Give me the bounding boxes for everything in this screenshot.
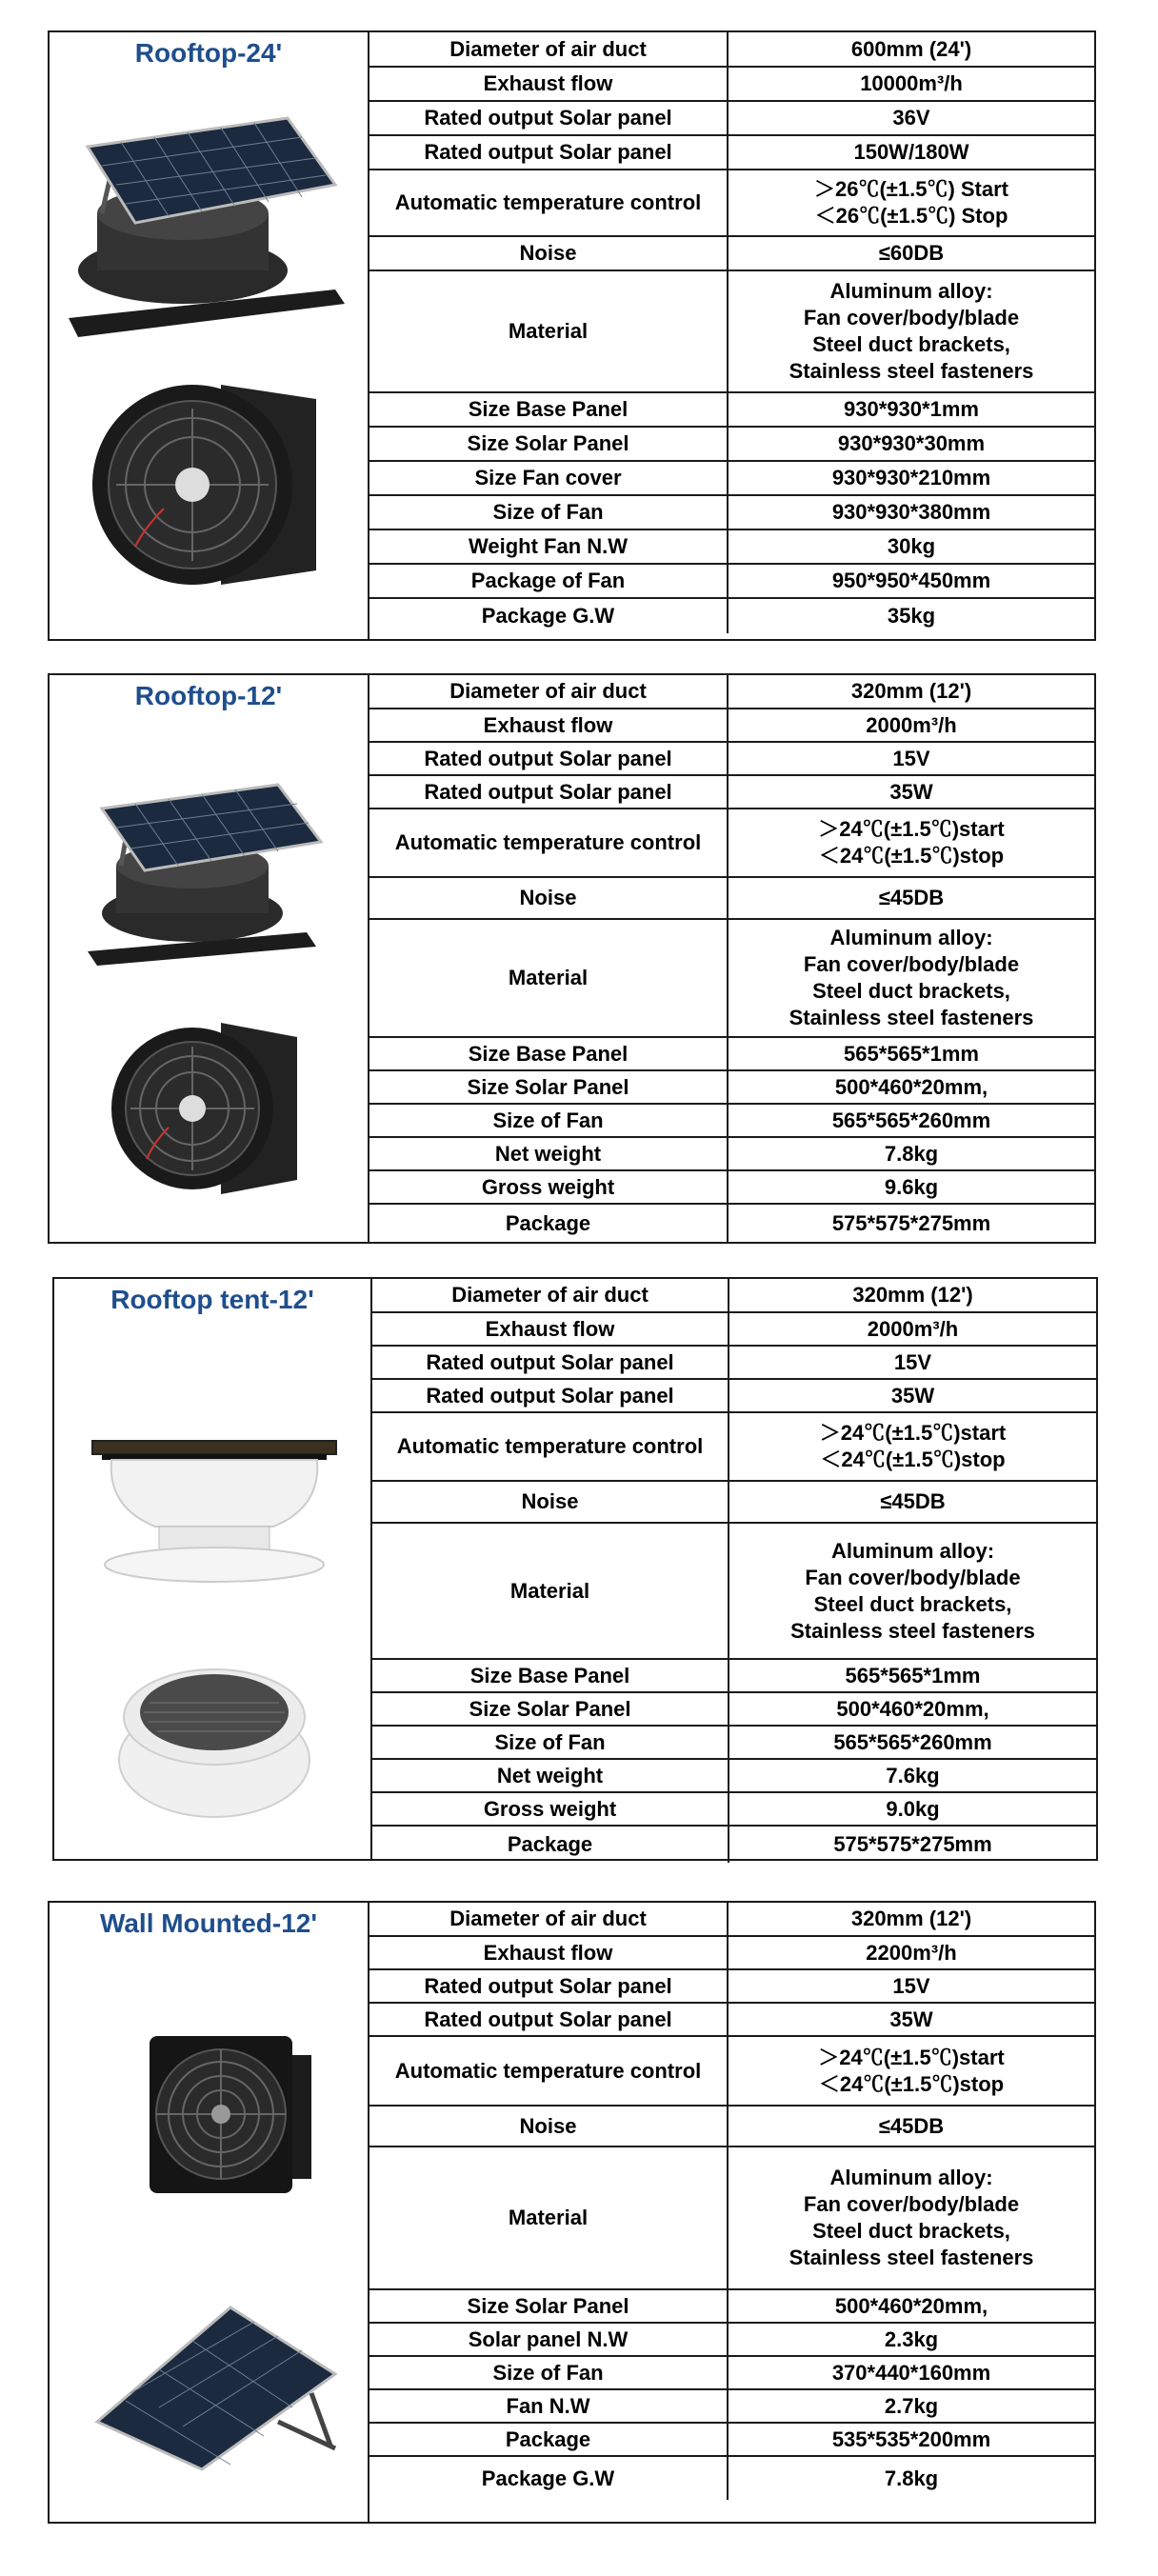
spec-value: Aluminum alloy: Fan cover/body/blade Steel duct brackets, Stainless steel fasteners [728, 919, 1094, 1037]
spec-value: 535*535*200mm [728, 2423, 1094, 2456]
spec-label: Exhaust flow [369, 709, 728, 742]
spec-value: 320mm (12') [729, 1279, 1096, 1312]
table-row [369, 2356, 1094, 2389]
spec-label: Fan N.W [369, 2389, 728, 2423]
spec-label: Material [372, 1523, 729, 1659]
spec-label: Rated output Solar panel [369, 135, 728, 170]
spec-value: 565*565*1mm [729, 1659, 1096, 1692]
table-row [369, 775, 1094, 809]
table-row [369, 1903, 1094, 1936]
table-row [369, 919, 1094, 1037]
wall-mounted-fan-image [135, 2027, 326, 2207]
solar-panel-on-stand-image [88, 2288, 345, 2479]
table-row [369, 675, 1094, 709]
table-row [372, 1481, 1096, 1523]
spec-value: 565*565*260mm [728, 1104, 1094, 1137]
spec-value: Aluminum alloy: Fan cover/body/blade Steel duct brackets, Stainless steel fasteners [728, 2147, 1094, 2289]
rooftop-fan-with-solar-panel-image [59, 99, 360, 347]
spec-value: 500*460*20mm, [728, 1070, 1094, 1104]
spec-value: 950*950*450mm [728, 564, 1094, 598]
spec-label: Rated output Solar panel [369, 2003, 728, 2036]
table-row [369, 1070, 1094, 1104]
table-row [369, 2389, 1094, 2423]
table-row [369, 2106, 1094, 2147]
white-fan-top-view-image [111, 1655, 317, 1822]
spec-label: Size of Fan [369, 495, 728, 529]
table-row [369, 427, 1094, 461]
spec-block-wall-mounted-12 [48, 1901, 1096, 2524]
spec-value: 565*565*1mm [728, 1037, 1094, 1070]
table-row [369, 236, 1094, 270]
table-row [372, 1792, 1096, 1826]
spec-label: Solar panel N.W [369, 2323, 728, 2356]
table-row [369, 2036, 1094, 2106]
spec-value: 565*565*260mm [729, 1726, 1096, 1759]
spec-value: ≤60DB [728, 236, 1094, 270]
spec-value: ＞24℃(±1.5℃)start ＜24℃(±1.5℃)stop [729, 1412, 1096, 1481]
spec-label: Rated output Solar panel [372, 1379, 729, 1412]
spec-value: 9.6kg [728, 1170, 1094, 1204]
spec-label: Material [369, 919, 728, 1037]
spec-label: Package [369, 1204, 728, 1242]
table-row [372, 1412, 1096, 1481]
table-row [369, 809, 1094, 877]
spec-label: Package [369, 2423, 728, 2456]
spec-value: 36V [728, 101, 1094, 135]
spec-label: Automatic temperature control [369, 2036, 728, 2106]
spec-value: 30kg [728, 529, 1094, 564]
spec-value: 9.0kg [729, 1792, 1096, 1826]
table-row [369, 1936, 1094, 1969]
spec-label: Package G.W [369, 2456, 728, 2500]
spec-label: Rated output Solar panel [372, 1346, 729, 1379]
spec-value: 930*930*210mm [728, 461, 1094, 495]
table-row [372, 1659, 1096, 1692]
table-row [369, 135, 1094, 170]
spec-label: Net weight [372, 1759, 729, 1792]
spec-value: 575*575*275mm [729, 1826, 1096, 1863]
spec-value: 35W [728, 775, 1094, 809]
model-title: Wall Mounted-12' [99, 1908, 318, 1938]
spec-value: 15V [728, 742, 1094, 775]
table-row [372, 1726, 1096, 1759]
spec-label: Diameter of air duct [369, 1903, 728, 1936]
table-row [372, 1279, 1096, 1312]
spec-label: Package of Fan [369, 564, 728, 598]
table-row [369, 709, 1094, 742]
table-row [369, 2289, 1094, 2323]
spec-value: 7.8kg [728, 1137, 1094, 1170]
spec-label: Package G.W [369, 598, 728, 633]
table-row [369, 67, 1094, 101]
model-title: Rooftop-24' [134, 38, 283, 68]
spec-label: Size Base Panel [369, 392, 728, 427]
spec-label: Automatic temperature control [369, 170, 728, 236]
table-row [369, 2147, 1094, 2289]
model-title: Rooftop-12' [134, 681, 283, 710]
spec-value: ≤45DB [729, 1481, 1096, 1523]
spec-label: Noise [369, 236, 728, 270]
table-row [372, 1312, 1096, 1346]
table-row [369, 1204, 1094, 1242]
spec-label: Rated output Solar panel [369, 101, 728, 135]
spec-label: Weight Fan N.W [369, 529, 728, 564]
spec-label: Diameter of air duct [369, 675, 728, 709]
spec-value: 500*460*20mm, [728, 2289, 1094, 2323]
spec-value: 575*575*275mm [728, 1204, 1094, 1242]
table-row [369, 2003, 1094, 2036]
spec-label: Rated output Solar panel [369, 1969, 728, 2003]
model-title: Rooftop tent-12' [110, 1285, 314, 1314]
spec-table [372, 1279, 1096, 1863]
spec-value: 35kg [728, 598, 1094, 633]
table-row [369, 170, 1094, 236]
spec-value: 7.8kg [728, 2456, 1094, 2500]
spec-label: Rated output Solar panel [369, 775, 728, 809]
table-row [369, 742, 1094, 775]
spec-value: Aluminum alloy: Fan cover/body/blade Steel duct brackets, Stainless steel fasteners [728, 270, 1094, 392]
table-row [372, 1826, 1096, 1863]
table-row [369, 495, 1094, 529]
spec-block-rooftop-24 [48, 30, 1096, 641]
rooftop-fan-with-solar-panel-image [78, 770, 341, 980]
spec-label: Package [372, 1826, 729, 1863]
spec-label: Diameter of air duct [369, 32, 728, 67]
spec-label: Net weight [369, 1137, 728, 1170]
spec-value: 930*930*1mm [728, 392, 1094, 427]
spec-block-rooftop-12 [48, 673, 1096, 1244]
spec-table [369, 32, 1094, 633]
spec-label: Size Base Panel [372, 1659, 729, 1692]
spec-label: Material [369, 270, 728, 392]
table-row [369, 1037, 1094, 1070]
spec-label: Exhaust flow [369, 67, 728, 101]
spec-label: Exhaust flow [369, 1936, 728, 1969]
spec-label: Gross weight [369, 1170, 728, 1204]
table-row [372, 1523, 1096, 1659]
table-row [369, 270, 1094, 392]
spec-value: ＞26℃(±1.5℃) Start ＜26℃(±1.5℃) Stop [728, 170, 1094, 236]
table-row [372, 1379, 1096, 1412]
spec-table [369, 675, 1094, 1242]
table-row [369, 461, 1094, 495]
spec-label: Size of Fan [369, 2356, 728, 2389]
spec-value: 35W [728, 2003, 1094, 2036]
spec-value: 2.7kg [728, 2389, 1094, 2423]
spec-value: 35W [729, 1379, 1096, 1412]
spec-label: Size Solar Panel [372, 1692, 729, 1726]
table-row [369, 32, 1094, 67]
table-row [369, 1969, 1094, 2003]
table-row [369, 598, 1094, 633]
table-row [372, 1759, 1096, 1792]
spec-value: 320mm (12') [728, 1903, 1094, 1936]
spec-label: Rated output Solar panel [369, 742, 728, 775]
spec-value: ≤45DB [728, 877, 1094, 919]
table-row [369, 2456, 1094, 2500]
spec-label: Size Solar Panel [369, 427, 728, 461]
table-row [369, 529, 1094, 564]
spec-label: Noise [369, 2106, 728, 2147]
table-row [369, 2423, 1094, 2456]
spec-label: Gross weight [372, 1792, 729, 1826]
spec-value: 930*930*380mm [728, 495, 1094, 529]
spec-label: Automatic temperature control [372, 1412, 729, 1481]
spec-value: 500*460*20mm, [729, 1692, 1096, 1726]
spec-value: Aluminum alloy: Fan cover/body/blade Steel duct brackets, Stainless steel fasteners [729, 1523, 1096, 1659]
table-row [369, 2323, 1094, 2356]
table-row [369, 1137, 1094, 1170]
spec-value: 930*930*30mm [728, 427, 1094, 461]
spec-label: Size of Fan [372, 1726, 729, 1759]
spec-value: 2.3kg [728, 2323, 1094, 2356]
spec-label: Exhaust flow [372, 1312, 729, 1346]
spec-value: 320mm (12') [728, 675, 1094, 709]
table-row [372, 1692, 1096, 1726]
spec-value: 2000m³/h [728, 709, 1094, 742]
spec-value: 10000m³/h [728, 67, 1094, 101]
product-panel [50, 1903, 369, 2522]
spec-table [369, 1903, 1094, 2500]
table-row [369, 101, 1094, 135]
spec-value: ＞24℃(±1.5℃)start ＜24℃(±1.5℃)stop [728, 809, 1094, 877]
fan-underside-image [97, 1008, 322, 1208]
spec-label: Size Fan cover [369, 461, 728, 495]
spec-label: Noise [369, 877, 728, 919]
spec-label: Size Base Panel [369, 1037, 728, 1070]
spec-label: Size of Fan [369, 1104, 728, 1137]
spec-value: 15V [728, 1969, 1094, 2003]
spec-value: 2200m³/h [728, 1936, 1094, 1969]
product-panel [50, 675, 369, 1242]
spec-value: 15V [729, 1346, 1096, 1379]
spec-value: 600mm (24') [728, 32, 1094, 67]
spec-label: Automatic temperature control [369, 809, 728, 877]
table-row [369, 564, 1094, 598]
table-row [369, 877, 1094, 919]
spec-value: ＞24℃(±1.5℃)start ＜24℃(±1.5℃)stop [728, 2036, 1094, 2106]
white-fan-with-solar-top-image [83, 1431, 346, 1593]
table-row [372, 1346, 1096, 1379]
spec-label: Noise [372, 1481, 729, 1523]
table-row [369, 1170, 1094, 1204]
spec-label: Material [369, 2147, 728, 2289]
spec-value: 7.6kg [729, 1759, 1096, 1792]
table-row [369, 392, 1094, 427]
spec-label: Size Solar Panel [369, 1070, 728, 1104]
product-panel [50, 32, 369, 639]
fan-underside-image [78, 366, 341, 613]
product-panel [54, 1279, 372, 1859]
spec-block-rooftop-tent-12 [52, 1277, 1098, 1861]
spec-label: Size Solar Panel [369, 2289, 728, 2323]
spec-value: ≤45DB [728, 2106, 1094, 2147]
spec-value: 2000m³/h [729, 1312, 1096, 1346]
table-row [369, 1104, 1094, 1137]
spec-value: 150W/180W [728, 135, 1094, 170]
spec-label: Diameter of air duct [372, 1279, 729, 1312]
spec-value: 370*440*160mm [728, 2356, 1094, 2389]
